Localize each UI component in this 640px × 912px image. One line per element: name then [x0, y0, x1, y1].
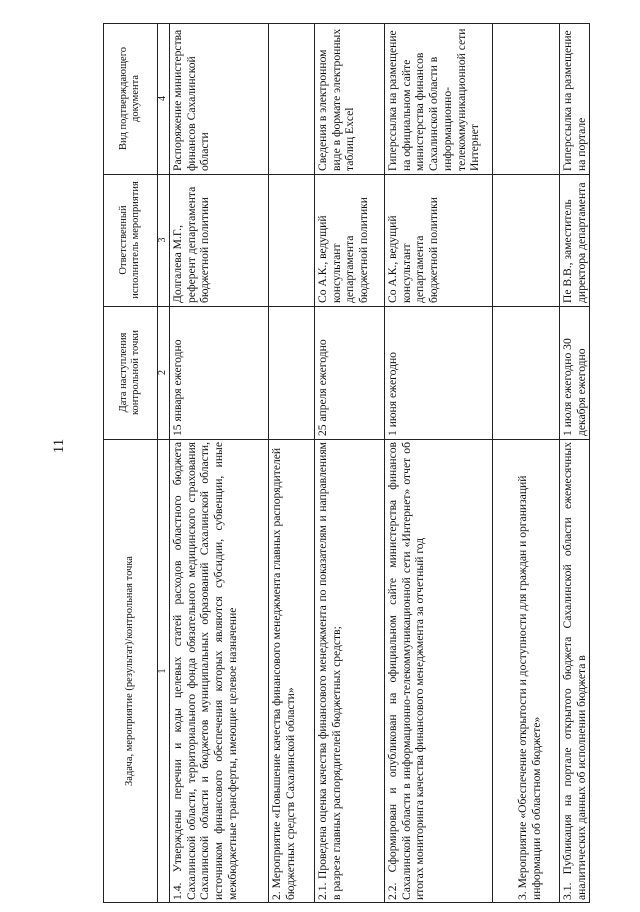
header-task: Задача, мероприятие (результат)/контрольная точка	[124, 556, 135, 786]
col-number-4: 4	[157, 96, 168, 101]
header-document: Вид подтверждающего документа	[118, 46, 141, 151]
page-number: 11	[51, 438, 67, 454]
col-number-3: 3	[157, 237, 168, 243]
col-number-2: 2	[157, 370, 168, 375]
row-2-1-document: Сведения в электронном виде в формате электронных таблиц Excel	[316, 28, 357, 171]
row-3-1-date: 1 июля ежегодно 30 декабря ежегодно	[561, 338, 588, 436]
row-3-task: 3. Мероприятие «Обеспечение открытости и доступности для граждан и организаций информации об областном бюджете»	[516, 475, 543, 900]
row-1-4-date: 15 января ежегодно	[171, 339, 184, 436]
row-2-1-responsible: Со А.К., ведущий консультант департамента бюджетной политики	[316, 197, 371, 303]
row-1-4-document: Распоряжение министерства финансов Сахалинской области	[171, 29, 212, 171]
header-responsible: Ответственный исполнитель мероприятия	[118, 181, 141, 299]
row-3-1-responsible: Пе В.В., заместитель директора департамента	[561, 182, 588, 303]
row-2-2-responsible: Со А.К., ведущий консультант департамента бюджетной политики	[386, 197, 441, 303]
row-1-4-responsible: Долгалева М.Г., референт департамента бюджетной политики	[171, 186, 212, 303]
row-2-2-date: 1 июня ежегодно	[386, 352, 399, 436]
header-date: Дата наступления контрольной точки	[118, 329, 141, 416]
row-2-2-task: 2.2. Сформирован и опубликован на официальном сайте министерства финансов Сахалинской области в информационно-телекоммуникационной сети «Интернет» отчет об итогах мониторинга качества финансового менеджмента за отчетный год	[386, 442, 427, 900]
row-3-1-document: Гиперссылка на размещение на портале	[561, 30, 588, 171]
row-2-2-document: Гиперссылка на размещение на официальном сайте министерства финансов Сахалинской области в информационно-телекоммуникационной сети Интернет	[386, 28, 482, 171]
row-3-1-task: 3.1. Публикация на портале открытого бюджета Сахалинской области ежемесячных аналитических данных об исполнении бюджета в	[561, 442, 588, 900]
row-2-1-task: 2.1. Проведена оценка качества финансового менеджмента по показателям и направлениям в разрезе главных распорядителей бюджетных средств;	[316, 442, 343, 900]
col-number-1: 1	[157, 668, 168, 674]
row-2-task: 2. Мероприятие «Повышение качества финансового менеджмента главных распорядителей бюджетных средств Сахалинской области»	[270, 447, 297, 900]
row-1-4-task: 1.4. Утверждены перечни и коды целевых статей расходов областного бюджета Сахалинской области, территориального фонда обязательного медицинского страхования Сахалинской области и бюджетов муниципальных образований Сахалинской области, источником финансового обеспечения которых являются субсидии, субвенции, иные межбюджетные трансферты, имеющие целевое назначение	[171, 442, 239, 900]
table-sheet	[103, 23, 590, 903]
row-2-1-date: 25 апреля ежегодно	[316, 339, 329, 436]
